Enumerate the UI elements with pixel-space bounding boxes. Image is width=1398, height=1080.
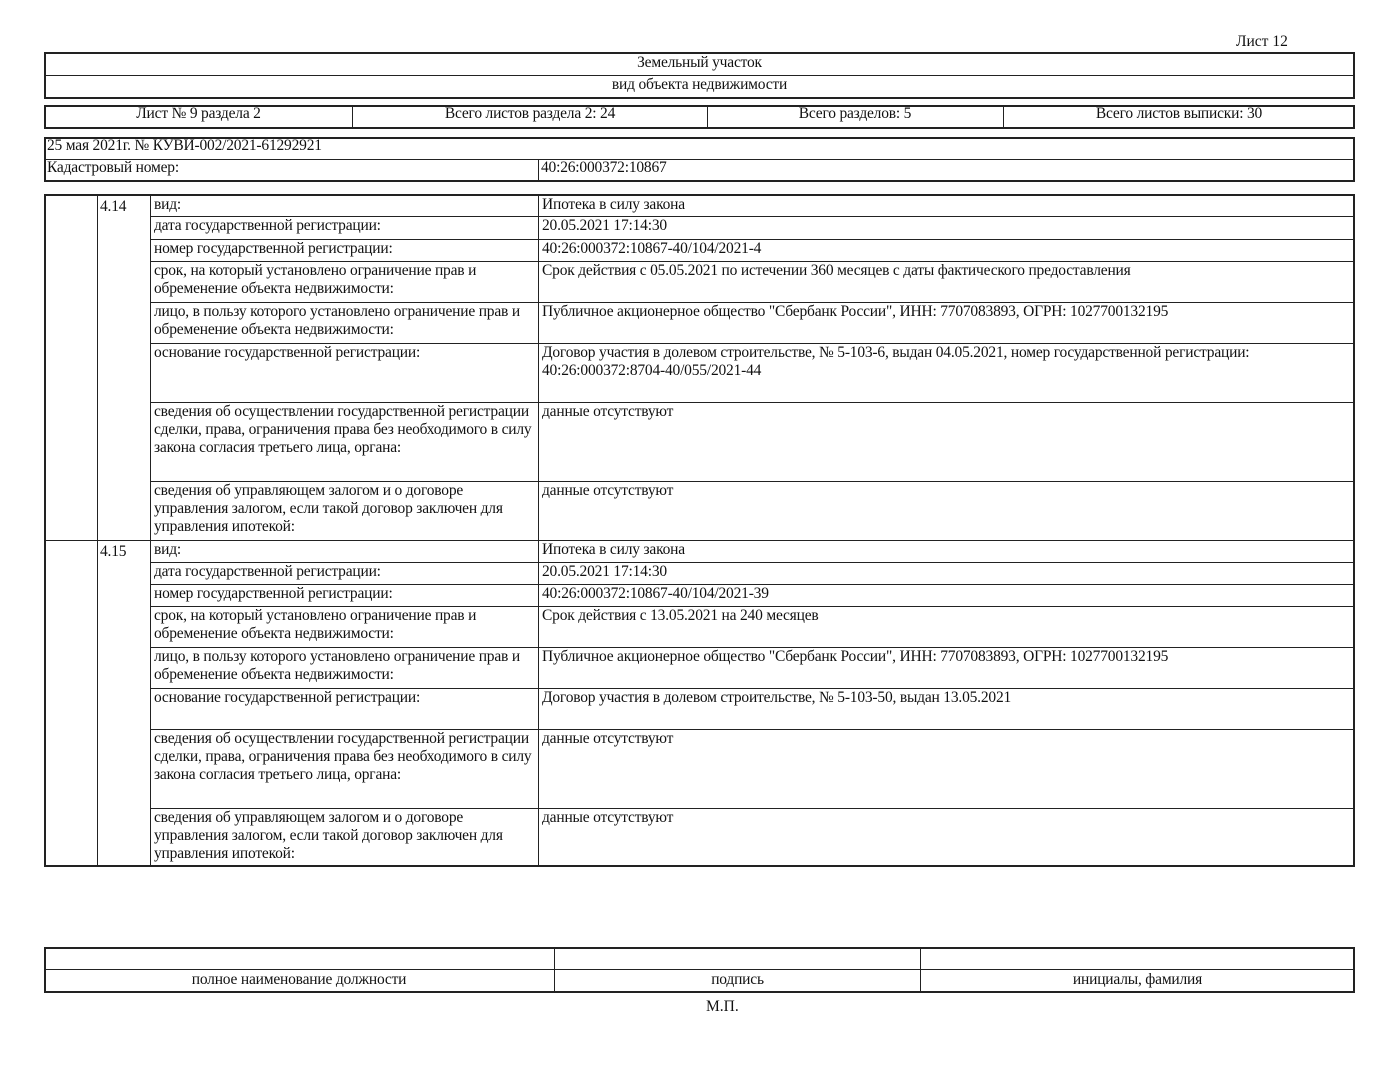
record-field-label: сведения об управляющем залогом и о договоре управления залогом, если такой договор заключен для управления ипотекой: — [150, 808, 539, 867]
record-field-value: данные отсутствуют — [538, 808, 1355, 867]
section-sheets-total: Всего листов раздела 2: 24 — [352, 105, 708, 129]
record-field-value: Договор участия в долевом строительстве, № 5-103-50, выдан 13.05.2021 — [538, 688, 1355, 730]
record-field-label: дата государственной регистрации: — [150, 562, 539, 585]
cadastral-label: Кадастровый номер: — [44, 159, 539, 182]
record-field-value: 20.05.2021 17:14:30 — [538, 562, 1355, 585]
sheet-label: Лист 12 — [1236, 33, 1288, 50]
record-field-label: номер государственной регистрации: — [150, 584, 539, 607]
sections-total: Всего разделов: 5 — [707, 105, 1004, 129]
record-field-value: Публичное акционерное общество "Сбербанк России", ИНН: 7707083893, ОГРН: 1027700132195 — [538, 302, 1355, 344]
record-field-label: вид: — [150, 194, 539, 217]
record-number: 4.15 — [97, 540, 151, 867]
record-field-value: данные отсутствуют — [538, 481, 1355, 541]
statement-date-number: 25 мая 2021г. № КУВИ-002/2021-61292921 — [44, 137, 1355, 160]
record-field-label: срок, на который установлено ограничение прав и обременение объекта недвижимости: — [150, 606, 539, 648]
object-subtitle: вид объекта недвижимости — [44, 75, 1355, 99]
record-field-label: дата государственной регистрации: — [150, 216, 539, 240]
record-number: 4.14 — [97, 194, 151, 541]
record-field-value: данные отсутствуют — [538, 729, 1355, 809]
position-label: полное наименование должности — [191, 971, 407, 988]
record-field-label: сведения об осуществлении государственной регистрации сделки, права, ограничения права без необходимого в силу закона согласия третьего лица, органа: — [150, 402, 539, 482]
record-field-label: вид: — [150, 540, 539, 563]
record-field-value: Публичное акционерное общество "Сбербанк России", ИНН: 7707083893, ОГРН: 1027700132195 — [538, 647, 1355, 689]
record-field-label: лицо, в пользу которого установлено ограничение прав и обременение объекта недвижимости: — [150, 302, 539, 344]
record-field-value: 20.05.2021 17:14:30 — [538, 216, 1355, 240]
record-field-value: Ипотека в силу закона — [538, 540, 1355, 563]
record-field-value: Срок действия с 05.05.2021 по истечении 360 месяцев с даты фактического предоставления — [538, 261, 1355, 303]
record-field-label: сведения об осуществлении государственной регистрации сделки, права, ограничения права без необходимого в силу закона согласия третьего лица, органа: — [150, 729, 539, 809]
stamp-label: М.П. — [706, 998, 739, 1015]
record-field-label: сведения об управляющем залогом и о договоре управления залогом, если такой договор заключен для управления ипотекой: — [150, 481, 539, 541]
signature-label: подпись — [711, 971, 764, 988]
record-outer-column — [44, 194, 98, 541]
record-field-value: Ипотека в силу закона — [538, 194, 1355, 217]
record-field-value: Договор участия в долевом строительстве, № 5-103-6, выдан 04.05.2021, номер государственной регистрации: 40:26:000372:8704-40/055/2021-44 — [538, 343, 1355, 403]
record-field-label: лицо, в пользу которого установлено ограничение прав и обременение объекта недвижимости: — [150, 647, 539, 689]
name-label: инициалы, фамилия — [1072, 971, 1203, 988]
record-field-label: номер государственной регистрации: — [150, 239, 539, 262]
record-field-value: данные отсутствуют — [538, 402, 1355, 482]
extract-sheets-total: Всего листов выписки: 30 — [1095, 105, 1263, 122]
cadastral-value: 40:26:000372:10867 — [541, 159, 667, 176]
sheet-number: Лист № 9 раздела 2 — [136, 105, 261, 122]
record-field-label: срок, на который установлено ограничение прав и обременение объекта недвижимости: — [150, 261, 539, 303]
record-field-label: основание государственной регистрации: — [150, 343, 539, 403]
object-title: Земельный участок — [44, 52, 1355, 76]
record-outer-column — [44, 540, 98, 867]
record-field-label: основание государственной регистрации: — [150, 688, 539, 730]
record-field-value: 40:26:000372:10867-40/104/2021-4 — [538, 239, 1355, 262]
record-field-value: Срок действия с 13.05.2021 на 240 месяцев — [538, 606, 1355, 648]
record-field-value: 40:26:000372:10867-40/104/2021-39 — [538, 584, 1355, 607]
